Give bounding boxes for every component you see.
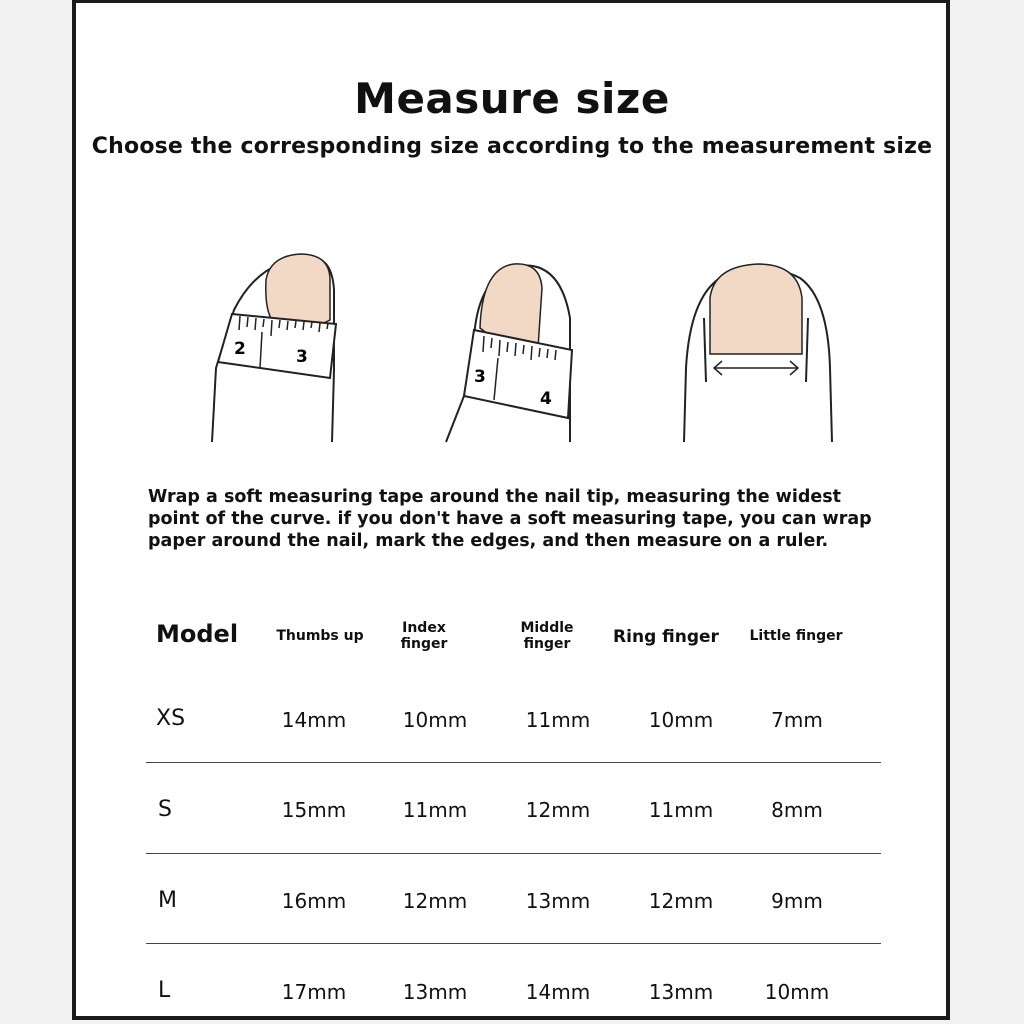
row-xs-little: 7mm xyxy=(771,708,823,732)
row-xs-thumb: 14mm xyxy=(281,708,347,732)
header-little: Little finger xyxy=(749,628,843,644)
row-l-ring: 13mm xyxy=(648,980,714,1004)
index-tape-label-3: 3 xyxy=(474,367,486,387)
index-measure-illustration xyxy=(438,258,588,448)
header-model: Model xyxy=(156,620,239,648)
row-l-thumb: 17mm xyxy=(281,980,347,1004)
row-m-model: M xyxy=(158,888,177,913)
row-l-little: 10mm xyxy=(764,980,830,1004)
header-middle: Middle finger xyxy=(520,620,574,652)
instructions-line-3: paper around the nail, mark the edges, and then measure on a ruler. xyxy=(148,531,829,551)
row-s-model: S xyxy=(158,797,172,822)
thumb-measure-illustration xyxy=(200,250,350,445)
row-s-ring: 11mm xyxy=(648,798,714,822)
row-l-index: 13mm xyxy=(402,980,468,1004)
row-s-middle: 12mm xyxy=(525,798,591,822)
nail-width-illustration xyxy=(680,258,840,448)
row-s-index: 11mm xyxy=(402,798,468,822)
thumb-tape-label-2: 2 xyxy=(234,339,246,359)
thumb-tape-label-3: 3 xyxy=(296,347,308,367)
row-m-index: 12mm xyxy=(402,889,468,913)
row-m-ring: 12mm xyxy=(648,889,714,913)
row-l-middle: 14mm xyxy=(525,980,591,1004)
page-subtitle: Choose the corresponding size according to the measurement size xyxy=(91,134,933,159)
row-xs-model: XS xyxy=(156,706,186,731)
row-divider xyxy=(146,762,881,763)
page-title: Measure size xyxy=(354,74,670,123)
instructions-text xyxy=(148,486,888,552)
row-l-model: L xyxy=(158,978,171,1003)
header-index: Index finger xyxy=(400,620,448,652)
row-divider xyxy=(146,943,881,944)
row-xs-middle: 11mm xyxy=(525,708,591,732)
row-m-middle: 13mm xyxy=(525,889,591,913)
header-ring: Ring finger xyxy=(613,627,719,647)
row-xs-index: 10mm xyxy=(402,708,468,732)
index-tape-label-4: 4 xyxy=(540,389,552,409)
instructions-line-1: Wrap a soft measuring tape around the nail tip, measuring the widest xyxy=(148,487,842,507)
header-thumb: Thumbs up xyxy=(276,628,364,644)
row-m-little: 9mm xyxy=(771,889,823,913)
row-divider xyxy=(146,853,881,854)
instructions-line-2: point of the curve. if you don't have a soft measuring tape, you can wrap xyxy=(148,509,872,529)
row-xs-ring: 10mm xyxy=(648,708,714,732)
row-s-thumb: 15mm xyxy=(281,798,347,822)
row-s-little: 8mm xyxy=(771,798,823,822)
row-m-thumb: 16mm xyxy=(281,889,347,913)
